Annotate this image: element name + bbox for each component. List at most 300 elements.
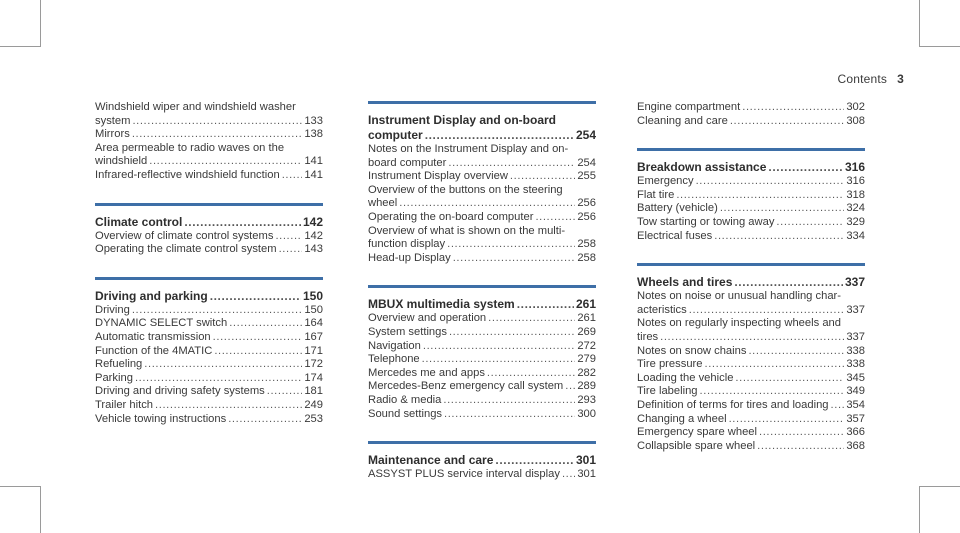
page-number-ref[interactable]: 301 <box>577 468 596 481</box>
dot-leader <box>132 304 303 318</box>
section-heading[interactable] <box>368 297 596 312</box>
entry-title-line: Climate control <box>95 214 183 229</box>
entry-title-line: Function of the 4MATIC <box>95 344 213 357</box>
entry-row <box>95 304 323 318</box>
toc-entry[interactable] <box>637 399 865 413</box>
section-heading[interactable] <box>368 113 596 143</box>
entry-row <box>637 440 865 454</box>
toc-section <box>95 277 323 426</box>
entry-title-line: Cleaning and care <box>637 114 728 127</box>
entry-title-line: Mercedes me and apps <box>368 366 485 379</box>
dot-leader <box>149 155 302 169</box>
page-number-ref[interactable]: 174 <box>304 371 323 384</box>
entry-row <box>637 345 865 359</box>
toc-entry[interactable] <box>95 142 323 169</box>
toc-block <box>95 101 323 183</box>
page-number-ref[interactable]: 308 <box>846 114 865 127</box>
section-rule <box>95 277 323 280</box>
entry-title-line: Refueling <box>95 358 143 371</box>
toc-entry[interactable] <box>95 230 323 244</box>
entry-row <box>368 408 596 422</box>
entry-row <box>95 358 323 372</box>
dot-leader <box>229 317 302 331</box>
entry-row <box>637 101 865 115</box>
page-number-ref[interactable]: 316 <box>844 160 865 175</box>
entry-row <box>637 304 865 318</box>
entry-row <box>368 326 596 340</box>
toc-entry[interactable] <box>95 304 323 318</box>
entry-title-line: ASSYST PLUS service interval display <box>368 468 560 481</box>
entry-row <box>637 175 865 189</box>
toc-entry[interactable] <box>637 440 865 454</box>
toc-entry[interactable] <box>95 101 323 128</box>
crop-mark <box>919 486 960 487</box>
entry-title-line: Battery (vehicle) <box>637 202 718 215</box>
dot-leader <box>282 169 303 183</box>
dot-leader <box>422 353 576 367</box>
page-number-ref[interactable]: 366 <box>846 426 865 439</box>
crop-mark <box>919 46 960 47</box>
toc-entry[interactable] <box>368 170 596 184</box>
section-rule <box>368 441 596 444</box>
page-number-ref[interactable]: 254 <box>577 156 596 169</box>
page-number-ref[interactable]: 138 <box>304 128 323 141</box>
entry-title-line: computer <box>368 128 423 142</box>
dot-leader <box>399 197 575 211</box>
entry-title-line: function display <box>368 238 446 251</box>
crop-mark <box>0 46 41 47</box>
dot-leader <box>488 312 575 326</box>
dot-leader <box>453 252 576 266</box>
dot-leader <box>487 367 575 381</box>
entry-title-line: Overview and operation <box>368 312 487 325</box>
toc-entry[interactable] <box>637 345 865 359</box>
entry-title-line: Flat tire <box>637 188 675 201</box>
entry-row <box>637 275 865 290</box>
entry-row <box>95 289 323 304</box>
toc-entry[interactable] <box>95 385 323 399</box>
toc-entry[interactable] <box>368 252 596 266</box>
toc-section <box>368 441 596 482</box>
entry-row <box>95 317 323 331</box>
page-number-ref[interactable]: 133 <box>304 114 323 127</box>
toc-section <box>368 101 596 265</box>
page-number-ref[interactable]: 253 <box>304 412 323 425</box>
toc-entry[interactable] <box>637 189 865 203</box>
page-number-ref[interactable]: 301 <box>575 453 596 468</box>
toc-entry[interactable] <box>637 426 865 440</box>
page-number-ref[interactable]: 141 <box>304 168 323 181</box>
entry-title-line: Instrument Display overview <box>368 170 508 183</box>
entry-title-line: Driving and driving safety systems <box>95 385 265 398</box>
dot-leader <box>565 380 575 394</box>
dot-leader <box>517 297 574 312</box>
dot-leader <box>228 413 302 427</box>
page-number-ref[interactable]: 338 <box>846 344 865 357</box>
dot-leader <box>448 157 575 171</box>
dot-leader <box>714 230 844 244</box>
toc-entry[interactable] <box>637 175 865 189</box>
entry-title-line: Notes on regularly inspecting wheels and <box>637 317 841 330</box>
page-number-ref[interactable]: 249 <box>304 398 323 411</box>
page-number-ref[interactable]: 254 <box>575 128 596 142</box>
section-heading[interactable] <box>95 289 323 304</box>
page-number-ref[interactable]: 337 <box>844 275 865 290</box>
entry-title-line: Collapsible spare wheel <box>637 439 756 452</box>
entry-title-line: Windshield wiper and windshield washer <box>95 101 296 113</box>
entry-row <box>95 331 323 345</box>
header-title: Contents <box>837 72 888 86</box>
page-number-ref[interactable]: 302 <box>846 101 865 113</box>
page-number-ref[interactable]: 269 <box>577 325 596 338</box>
entry-row <box>95 413 323 427</box>
entry-title-line: Emergency spare wheel <box>637 426 758 439</box>
toc-entry[interactable] <box>637 230 865 244</box>
page-number-ref[interactable]: 338 <box>846 358 865 371</box>
dot-leader <box>444 408 575 422</box>
toc-entry[interactable] <box>95 358 323 372</box>
page-number-ref[interactable]: 150 <box>302 288 323 303</box>
entry-row <box>368 211 596 225</box>
entry-title-line: Tire pressure <box>637 358 703 371</box>
toc-entry[interactable] <box>95 372 323 386</box>
dot-leader <box>425 128 574 143</box>
entry-title-line: Operating the on-board computer <box>368 210 534 223</box>
entry-row <box>368 170 596 184</box>
dot-leader <box>689 304 845 318</box>
dot-leader <box>720 202 845 216</box>
dot-leader <box>676 189 844 203</box>
toc-entry[interactable] <box>368 211 596 225</box>
entry-title-line: Emergency <box>637 175 694 188</box>
entry-row <box>95 169 323 183</box>
crop-mark <box>0 486 41 487</box>
dot-leader <box>735 372 844 386</box>
crop-mark <box>40 0 41 47</box>
dot-leader <box>696 175 845 189</box>
toc-entry[interactable] <box>95 128 323 142</box>
entry-title-line: Overview of the buttons on the steering <box>368 183 563 196</box>
dot-leader <box>535 211 575 225</box>
entry-title-line: Trailer hitch <box>95 398 154 411</box>
entry-row <box>368 394 596 408</box>
dot-leader <box>734 275 843 290</box>
entry-row <box>95 399 323 413</box>
entry-row <box>95 385 323 399</box>
entry-title-line: Wheels and tires <box>637 275 733 290</box>
entry-title-line: Definition of terms for tires and loading <box>637 398 829 411</box>
toc-entry[interactable] <box>368 340 596 354</box>
entry-title-line: system <box>95 114 131 127</box>
toc-block <box>637 101 865 128</box>
toc-entry[interactable] <box>95 169 323 183</box>
toc-entry[interactable] <box>368 143 596 170</box>
page-number-ref[interactable]: 279 <box>577 353 596 366</box>
dot-leader <box>447 238 575 252</box>
toc-column-2 <box>368 101 596 502</box>
entry-title-line: Navigation <box>368 339 421 352</box>
entry-row <box>95 115 323 129</box>
dot-leader <box>423 340 575 354</box>
page-number-ref[interactable]: 141 <box>304 155 323 168</box>
page-number-ref[interactable]: 261 <box>577 312 596 325</box>
entry-title-line: Telephone <box>368 353 420 366</box>
page-number-ref[interactable]: 272 <box>577 339 596 352</box>
page-number-ref[interactable]: 357 <box>846 412 865 425</box>
entry-row <box>368 367 596 381</box>
entry-title-line: Overview of climate control systems <box>95 229 274 242</box>
page-number-ref[interactable]: 258 <box>577 251 596 264</box>
toc-entry[interactable] <box>637 372 865 386</box>
entry-row <box>637 115 865 129</box>
dot-leader <box>768 160 843 175</box>
page-number-ref[interactable]: 256 <box>577 210 596 223</box>
entry-row <box>368 353 596 367</box>
toc-entry[interactable] <box>368 225 596 252</box>
entry-title-line: Sound settings <box>368 407 443 420</box>
page-number-ref[interactable]: 316 <box>846 175 865 188</box>
dot-leader <box>214 345 302 359</box>
dot-leader <box>742 101 844 115</box>
page-number-ref[interactable]: 318 <box>846 188 865 201</box>
dot-leader <box>562 468 575 482</box>
dot-leader <box>748 345 844 359</box>
toc-column-1 <box>95 101 323 446</box>
toc-entry[interactable] <box>368 353 596 367</box>
entry-title-line: Instrument Display and on-board <box>368 113 557 127</box>
entry-row <box>95 215 323 230</box>
page-number-ref[interactable]: 282 <box>577 366 596 379</box>
entry-title-line: Maintenance and care <box>368 453 494 468</box>
entry-row <box>95 243 323 257</box>
entry-title-line: Loading the vehicle <box>637 371 734 384</box>
toc-entry[interactable] <box>637 101 865 115</box>
page-number-ref[interactable]: 345 <box>846 371 865 384</box>
page-number-ref[interactable]: 143 <box>304 243 323 256</box>
entry-row <box>368 312 596 326</box>
page-number-ref[interactable]: 329 <box>846 215 865 228</box>
dot-leader <box>279 243 303 257</box>
entry-row <box>368 197 596 211</box>
entry-title-line: Operating the climate control system <box>95 243 277 256</box>
page-number-ref[interactable]: 164 <box>304 317 323 330</box>
page-number-ref[interactable]: 337 <box>846 330 865 343</box>
toc-section <box>637 263 865 453</box>
entry-title-line: Head-up Display <box>368 251 451 264</box>
toc-column-3 <box>637 101 865 473</box>
toc-entry[interactable] <box>637 202 865 216</box>
page-number-ref[interactable]: 167 <box>304 330 323 343</box>
entry-row <box>368 468 596 482</box>
dot-leader <box>510 170 575 184</box>
toc-entry[interactable] <box>637 115 865 129</box>
dot-leader <box>449 326 575 340</box>
entry-row <box>637 331 865 345</box>
toc-entry[interactable] <box>368 184 596 211</box>
entry-title-line: tires <box>637 330 659 343</box>
entry-title-line: Electrical fuses <box>637 229 713 242</box>
page-number-ref[interactable]: 142 <box>302 214 323 229</box>
toc-entry[interactable] <box>368 326 596 340</box>
entry-title-line: Radio & media <box>368 393 442 406</box>
entry-title-line: Changing a wheel <box>637 412 727 425</box>
entry-row <box>637 189 865 203</box>
page-number-ref[interactable]: 300 <box>577 407 596 420</box>
entry-row <box>637 230 865 244</box>
entry-title-line: Notes on noise or unusual handling char- <box>637 290 841 303</box>
dot-leader <box>155 399 302 413</box>
page-number-ref[interactable]: 337 <box>846 303 865 316</box>
dot-leader <box>759 426 844 440</box>
toc-entry[interactable] <box>368 380 596 394</box>
dot-leader <box>132 128 303 142</box>
page-number-ref[interactable]: 368 <box>846 439 865 452</box>
section-rule <box>368 285 596 288</box>
entry-title-line: MBUX multimedia system <box>368 297 515 312</box>
dot-leader <box>776 216 844 230</box>
dot-leader <box>495 453 574 468</box>
entry-row <box>637 385 865 399</box>
toc-entry[interactable] <box>95 345 323 359</box>
dot-leader <box>135 372 302 386</box>
section-rule <box>637 263 865 266</box>
crop-mark <box>919 0 920 47</box>
entry-title-line: Infrared-reflective windshield function <box>95 168 280 181</box>
entry-title-line: Parking <box>95 371 133 384</box>
entry-row <box>637 413 865 427</box>
crop-mark <box>40 486 41 533</box>
entry-row <box>95 230 323 244</box>
section-rule <box>368 101 596 104</box>
entry-row <box>368 453 596 468</box>
section-heading[interactable] <box>637 275 865 290</box>
entry-title-line: Overview of what is shown on the multi- <box>368 224 566 237</box>
entry-title-line: Tire labeling <box>637 385 698 398</box>
page-number-ref[interactable]: 258 <box>577 238 596 251</box>
entry-row <box>368 297 596 312</box>
dot-leader <box>730 115 845 129</box>
dot-leader <box>132 115 302 129</box>
entry-row <box>368 128 596 143</box>
dot-leader <box>705 358 845 372</box>
toc-entry[interactable] <box>368 408 596 422</box>
entry-row <box>368 252 596 266</box>
toc-entry[interactable] <box>637 413 865 427</box>
entry-title-line: Driving and parking <box>95 288 208 303</box>
page-number-ref[interactable]: 354 <box>846 398 865 411</box>
entry-title-line: Mirrors <box>95 128 130 141</box>
entry-row <box>637 216 865 230</box>
entry-row <box>637 358 865 372</box>
page-number-ref[interactable]: 261 <box>575 297 596 312</box>
entry-row <box>368 238 596 252</box>
section-heading[interactable] <box>368 453 596 468</box>
entry-title-line: board computer <box>368 156 447 169</box>
entry-row <box>637 399 865 413</box>
page-number-ref[interactable]: 324 <box>846 202 865 215</box>
toc-entry[interactable] <box>95 243 323 257</box>
entry-title-line: DYNAMIC SELECT switch <box>95 317 228 330</box>
entry-title-line: Driving <box>95 303 130 316</box>
toc-entry[interactable] <box>368 312 596 326</box>
toc-entry[interactable] <box>637 358 865 372</box>
toc-section <box>368 285 596 421</box>
page-number-ref[interactable]: 255 <box>577 170 596 183</box>
section-rule <box>95 203 323 206</box>
toc-entry[interactable] <box>637 317 865 344</box>
entry-row <box>368 340 596 354</box>
entry-title-line: Vehicle towing instructions <box>95 412 227 425</box>
entry-title-line: Notes on snow chains <box>637 344 747 357</box>
entry-title-line: wheel <box>368 197 398 210</box>
toc-section <box>95 203 323 257</box>
toc-entry[interactable] <box>368 367 596 381</box>
entry-title-line: windshield <box>95 155 148 168</box>
section-rule <box>637 148 865 151</box>
entry-title-line: Notes on the Instrument Display and on- <box>368 143 569 155</box>
entry-row <box>368 157 596 171</box>
entry-row <box>637 160 865 175</box>
page-number-ref[interactable]: 172 <box>304 358 323 371</box>
entry-title-line: Tow starting or towing away <box>637 215 775 228</box>
dot-leader <box>267 385 303 399</box>
entry-title-line: acteristics <box>637 303 687 316</box>
dot-leader <box>144 358 302 372</box>
toc-entry[interactable] <box>95 331 323 345</box>
toc-entry[interactable] <box>637 385 865 399</box>
toc-entry[interactable] <box>637 216 865 230</box>
toc-entry[interactable] <box>95 399 323 413</box>
toc-entry[interactable] <box>368 468 596 482</box>
page-number-ref[interactable]: 142 <box>304 229 323 242</box>
entry-row <box>368 380 596 394</box>
toc-entry[interactable] <box>368 394 596 408</box>
page-number-ref[interactable]: 334 <box>846 229 865 242</box>
dot-leader <box>700 385 845 399</box>
page-number-ref[interactable]: 171 <box>304 344 323 357</box>
toc-entry[interactable] <box>95 413 323 427</box>
dot-leader <box>757 440 844 454</box>
entry-title-line: Mercedes-Benz emergency call system <box>368 380 564 393</box>
section-heading[interactable] <box>637 160 865 175</box>
page-number-ref[interactable]: 289 <box>577 380 596 393</box>
page-number-ref[interactable]: 293 <box>577 393 596 406</box>
page-number-ref[interactable]: 349 <box>846 385 865 398</box>
entry-row <box>637 426 865 440</box>
entry-title-line: Breakdown assistance <box>637 160 767 175</box>
entry-title-line: System settings <box>368 325 447 338</box>
toc-entry[interactable] <box>637 290 865 317</box>
entry-title-line: Area permeable to radio waves on the <box>95 141 285 154</box>
page-header <box>837 72 904 86</box>
toc-section <box>637 148 865 243</box>
dot-leader <box>210 289 301 304</box>
page-number-ref[interactable]: 150 <box>304 303 323 316</box>
dot-leader <box>660 331 844 345</box>
page-number-ref[interactable]: 181 <box>304 385 323 398</box>
entry-row <box>95 345 323 359</box>
dot-leader <box>213 331 303 345</box>
entry-row <box>95 155 323 169</box>
page-number: 3 <box>897 72 904 86</box>
dot-leader <box>729 413 845 427</box>
toc-entry[interactable] <box>95 317 323 331</box>
section-heading[interactable] <box>95 215 323 230</box>
entry-row <box>95 372 323 386</box>
entry-title-line: Automatic transmission <box>95 330 211 343</box>
crop-mark <box>919 486 920 533</box>
page-number-ref[interactable]: 256 <box>577 197 596 210</box>
